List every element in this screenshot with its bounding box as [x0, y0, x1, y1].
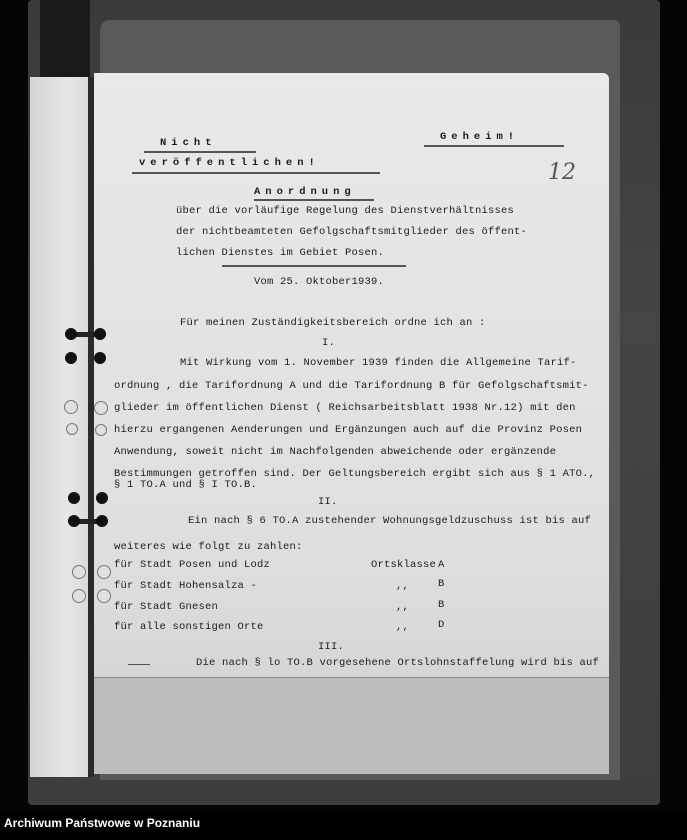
header-secret: Geheim!	[440, 131, 520, 143]
table-marker: Ortsklasse	[371, 559, 437, 571]
punch-hole	[72, 565, 86, 579]
subtitle-line: lichen Dienstes im Gebiet Posen.	[176, 247, 385, 259]
punch-hole	[65, 352, 77, 364]
document-title: Anordnung	[254, 186, 356, 198]
table-marker: ,,	[396, 621, 410, 633]
section-numeral: I.	[322, 337, 336, 349]
table-class: D	[438, 619, 445, 631]
table-class: B	[438, 599, 445, 611]
punch-hole	[96, 515, 108, 527]
section-2-line: weiteres wie folgt zu zahlen:	[114, 541, 303, 553]
table-marker: ,,	[396, 580, 410, 592]
underline	[222, 265, 406, 267]
binder-edge	[88, 77, 94, 777]
underline	[144, 151, 256, 153]
archive-watermark: Archiwum Państwowe w Poznaniu	[4, 816, 201, 830]
header-not-for-publication-line2: veröffentlichen!	[139, 157, 320, 169]
punch-hole	[95, 424, 107, 436]
punch-hole	[65, 328, 77, 340]
punch-hole	[97, 565, 111, 579]
section-1-line: Bestimmungen getroffen sind. Der Geltungsbereich ergibt sich aus § 1 ATO.,	[114, 468, 596, 480]
date-line: Vom 25. Oktober1939.	[254, 276, 385, 288]
binding-tab-strip	[30, 77, 92, 777]
section-1-line: Mit Wirkung vom 1. November 1939 finden die Allgemeine Tarif-	[180, 357, 577, 369]
table-marker: ,,	[396, 601, 410, 613]
page-lower-fold	[94, 677, 609, 774]
punch-hole	[97, 589, 111, 603]
handwritten-page-number: 12	[548, 160, 576, 185]
table-class: A	[438, 559, 445, 571]
subtitle-line: der nichtbeamteten Gefolgschaftsmitglieder des öffent-	[176, 226, 528, 238]
underline	[132, 172, 380, 174]
punch-hole	[68, 492, 80, 504]
punch-hole	[72, 589, 86, 603]
punch-hole	[64, 400, 78, 414]
punch-hole	[94, 352, 106, 364]
punch-hole	[68, 515, 80, 527]
punch-hole	[66, 423, 78, 435]
section-3-line: Die nach § lo TO.B vorgesehene Ortslohnstaffelung wird bis auf	[196, 657, 600, 669]
punch-hole	[96, 492, 108, 504]
table-place: für Stadt Gnesen	[114, 601, 219, 613]
punch-hole	[94, 328, 106, 340]
punch-hole	[94, 401, 108, 415]
section-2-line: Ein nach § 6 TO.A zustehender Wohnungsgeldzuschuss ist bis auf	[188, 515, 592, 527]
underline	[254, 199, 374, 201]
table-place: für alle sonstigen Orte	[114, 621, 264, 633]
table-place: für Stadt Posen und Lodz	[114, 559, 271, 571]
table-class: B	[438, 578, 445, 590]
preamble: Für meinen Zuständigkeitsbereich ordne ich an :	[180, 317, 486, 329]
section-1-line: § 1 TO.A und § I TO.B.	[114, 479, 258, 491]
header-not-for-publication-line1: Nicht	[160, 137, 217, 149]
table-place: für Stadt Hohensalza -	[114, 580, 258, 592]
subtitle-line: über die vorläufige Regelung des Dienstverhältnisses	[176, 205, 515, 217]
section-1-line: hierzu ergangenen Aenderungen und Ergänzungen auch auf die Provinz Posen	[114, 424, 583, 436]
margin-dash	[128, 664, 150, 665]
section-numeral: III.	[318, 641, 345, 653]
section-1-line: ordnung , die Tarifordnung A und die Tarifordnung B für Gefolgschaftsmit-	[114, 380, 589, 392]
section-1-line: Anwendung, soweit nicht im Nachfolgenden abweichende oder ergänzende	[114, 446, 557, 458]
underline	[424, 145, 564, 147]
section-1-line: glieder im öffentlichen Dienst ( Reichsarbeitsblatt 1938 Nr.12) mit den	[114, 402, 576, 414]
section-numeral: II.	[318, 496, 338, 508]
